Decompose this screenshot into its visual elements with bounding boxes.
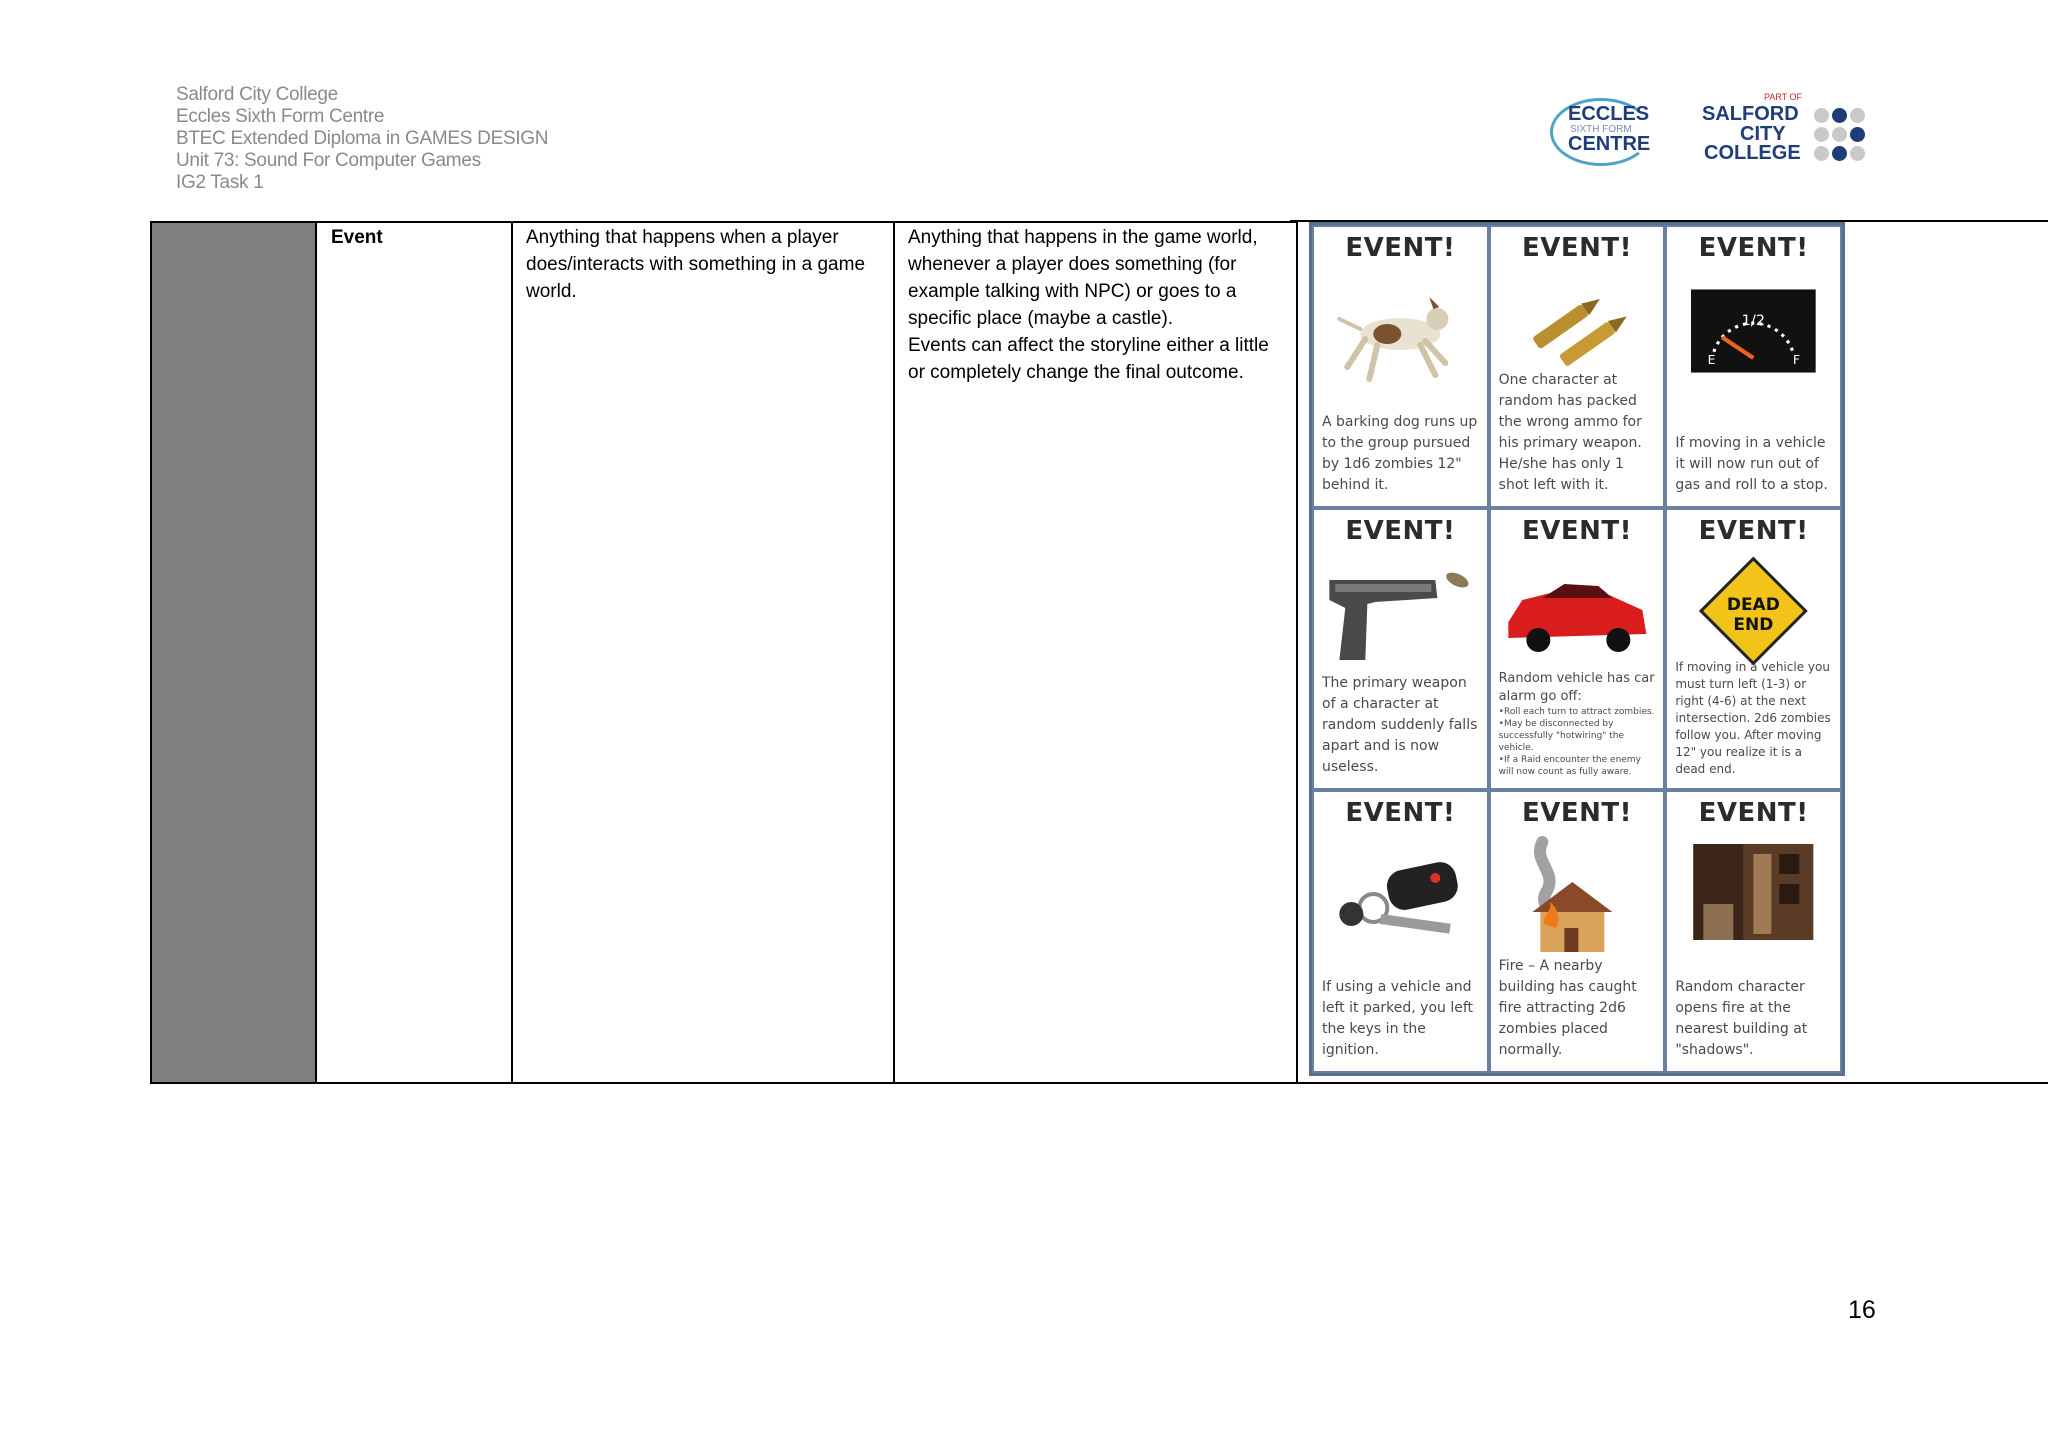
event-card [1665, 508, 1842, 791]
event-card [1312, 790, 1489, 1073]
table-definition-cell [511, 221, 895, 1084]
card-title: EVENT! [1345, 515, 1456, 546]
svg-text:1/2: 1/2 [1741, 312, 1766, 329]
card-title: EVENT! [1521, 798, 1632, 829]
header-task: IG2 Task 1 [176, 172, 264, 193]
card-title: EVENT! [1345, 798, 1456, 829]
svg-text:END: END [1733, 614, 1774, 635]
card-text: A barking dog runs up to the group pursued by 1d6 zombies 12" behind it. [1322, 413, 1478, 493]
definition-text: Anything that happens when a player does/interacts with something in a game world. [526, 227, 866, 302]
svg-text:F: F [1793, 352, 1801, 368]
pistol-icon [1324, 560, 1477, 670]
card-title: EVENT! [1698, 515, 1809, 546]
red-car-icon [1501, 560, 1654, 660]
explanation-text: Anything that happens in the game world, whenever a player does something (for example talking with NPC) or goes to a specific place (maybe a castle). Events can affect the storyline either a little or completely change the final outcome. [908, 227, 1269, 383]
card-title: EVENT! [1345, 233, 1456, 263]
card-title: EVENT! [1521, 515, 1632, 546]
fuel-gauge-icon [1691, 289, 1816, 373]
table-term-cell [315, 221, 513, 1084]
header-centre: Eccles Sixth Form Centre [176, 106, 385, 127]
card-text: If using a vehicle and left it parked, you left the keys in the ignition. [1322, 978, 1474, 1058]
event-card [1489, 790, 1666, 1073]
header-unit: Unit 73: Sound For Computer Games [176, 150, 481, 171]
event-card [1489, 225, 1666, 508]
svg-text:DEAD: DEAD [1727, 594, 1781, 615]
car-keys-icon [1324, 848, 1477, 948]
salford-city-college-logo: PART OF SALFORD CITY COLLEGE [1702, 88, 1872, 172]
card-text: Random vehicle has car alarm go off: •Roll each turn to attract zombies. •May be disconnected by successfully "hotwiring" the vehicle. •If a Raid encounter the enemy will now count as fully aware. [1498, 671, 1655, 778]
building-photo-icon [1691, 844, 1816, 940]
term-text: Event [331, 227, 383, 248]
event-card [1312, 225, 1489, 508]
card-text: Fire – A nearby building has caught fire attracting 2d6 zombies placed normally. [1498, 957, 1637, 1058]
card-text: Random character opens fire at the nearest building at "shadows". [1675, 978, 1808, 1058]
event-cards-image [1309, 222, 1845, 1076]
table-shaded-cell [150, 221, 317, 1084]
dog-icon [1324, 279, 1477, 399]
event-card [1312, 508, 1489, 791]
dead-end-sign-icon [1677, 556, 1830, 666]
logos [1548, 88, 1868, 172]
document-header [176, 84, 548, 194]
card-title: EVENT! [1521, 233, 1632, 263]
burning-house-icon [1501, 832, 1654, 962]
event-card [1665, 225, 1842, 508]
card-text: If moving in a vehicle it will now run out of gas and roll to a stop. [1675, 434, 1828, 493]
page-number: 16 [1848, 1296, 1876, 1324]
card-title: EVENT! [1698, 798, 1809, 829]
table-explanation-cell [893, 221, 1298, 1084]
card-title: EVENT! [1698, 233, 1809, 263]
bullets-icon [1501, 279, 1654, 369]
header-course: BTEC Extended Diploma in GAMES DESIGN [176, 128, 549, 149]
card-text: If moving in a vehicle you must turn left (1-3) or right (4-6) at the next intersection. 2d6 zombies follow you. After moving 12" you realize it is a dead end. [1675, 660, 1831, 777]
event-card [1665, 790, 1842, 1073]
header-college: Salford City College [176, 84, 338, 105]
card-text: One character at random has packed the wrong ammo for his primary weapon. He/she has only 1 shot left with it. [1498, 371, 1642, 493]
card-text: The primary weapon of a character at random suddenly falls apart and is now useless. [1322, 675, 1478, 776]
event-card [1489, 508, 1666, 791]
eccles-centre-logo: ECCLES SIXTH FORM CENTRE [1548, 94, 1658, 164]
svg-text:E: E [1707, 352, 1716, 368]
